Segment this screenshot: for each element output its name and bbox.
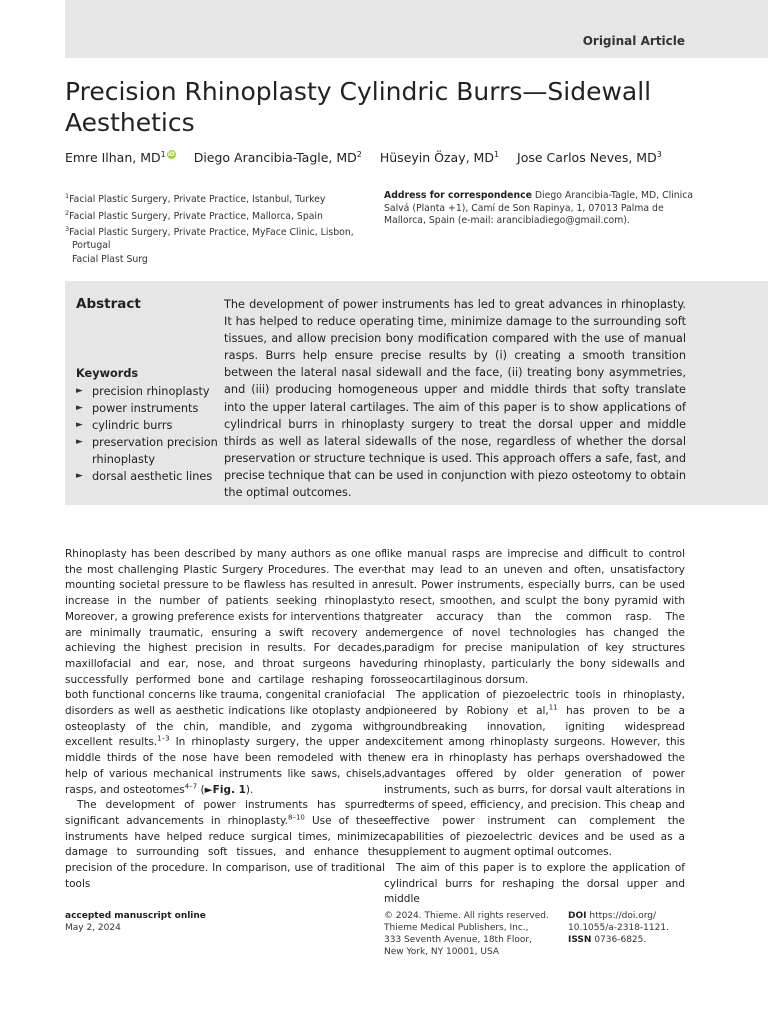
triangle-bullet-icon: ► (76, 386, 83, 396)
author[interactable]: Hüseyin Özay, $MD^1$ (379, 150, 500, 166)
correspondence-address: Address for correspondence Diego Arancibia-Tagle, MD, Clinica Salvá (Planta +1), Camí de Son Rapinya, 1, 07013 Palma de Mallorca, Spain (e-mail: arancibiadiego@gmail.com). (384, 190, 694, 227)
keyword-item[interactable]: ► precision rhinoplasty (76, 383, 221, 400)
body-paragraph: The aim of this paper is to explore the application of cylindrical burrs for reshaping the dorsal upper and middle (384, 862, 685, 906)
keyword-item[interactable]: ► preservation precision rhinoplasty (76, 436, 218, 467)
orcid-icon[interactable]: iD (167, 151, 175, 158)
triangle-bullet-icon: ► (76, 403, 83, 414)
body-paragraph: The development of power instruments has spurred significant advancements in rhinoplasty.$^{8-10}$ Use of these instruments have helped reduce surgical times, minimize damage to surrounding soft tissues, and enhance the precision of the procedure. In comparison, use of traditional tools (65, 799, 385, 890)
body-column-right (384, 547, 685, 908)
citation-ref[interactable]: 11 (548, 703, 558, 712)
triangle-bullet-icon: ► (76, 471, 83, 482)
body-column-left (65, 547, 385, 892)
journal-name: Facial Plast Surg (72, 254, 148, 265)
affiliations (65, 190, 360, 253)
body-paragraph: Rhinoplasty has been described by many authors as one of the most challenging Plastic Surgery Procedures. The ever-mounting societal pressure to be flawless has resulted in an increase in the number of patients seeking rhinoplasty. Moreover, a growing preference exists for interventions that are minimally traumatic, ensuring a swift recovery and achieving the highest precision in results. For decades, maxillofacial and ear, nose, and throat surgeons have successfully performed bone and cartilage reshaping for both functional concerns like trauma, congenital craniofacial disorders as well as aesthetic indications like otoplasty and osteoplasty of the chin, mandible, and zygoma with excellent results.$^{1-3}$ In rhinoplasty surgery, the upper and middle thirds of the nose have been remodeled with the help of various mechanical instruments like saws, chisels, rasps, and osteotomes$^{4-7}$ (►Fig. 1). (65, 548, 385, 796)
header-bar (65, 0, 768, 58)
accepted-info: accepted manuscript online May 2, 2024 (65, 911, 206, 933)
author[interactable]: Diego Arancibia-Tagle, $MD^2$ (193, 150, 362, 166)
abstract-text: The development of power instruments has led to great advances in rhinoplasty. It has helped to reduce operating time, minimize damage to the surrounding soft tissues, and allow precision bony modification compared with the use of manual rasps. Burrs help ensure precise results by (i) creating a smooth transition between the lateral nasal sidewall and the face, (ii) treating bony asymmetries, and (iii) producing homogeneous upper and middle thirds that softy translate into the upper lateral cartilages. The aim of this paper is to show applications of cylindrical burrs in rhinoplasty surgery to treat the dorsal upper and middle thirds as well as lateral sidewalls of the nose, regardless of whether the dorsal preservation or structure technique is used. This approach offers a safe, fast, and precise technique that can be used in conjunction with piezo osteotomy to obtain the optimal outcomes. (224, 298, 686, 500)
affiliation: $^2$Facial Plastic Surgery, Private Practice, Mallorca, Spain (65, 208, 323, 222)
keyword-item[interactable]: ► cylindric burrs (76, 417, 221, 434)
affiliation: $^1$Facial Plastic Surgery, Private Practice, Istanbul, Turkey (65, 192, 326, 206)
keyword-item[interactable]: ► dorsal aesthetic lines (76, 468, 221, 485)
citation-ref[interactable]: 4–7 (184, 782, 198, 791)
article-type-badge: Original Article (582, 34, 685, 48)
figure-link[interactable]: ►Fig. 1 (204, 783, 246, 796)
keywords-list (76, 383, 221, 486)
body-paragraph: The application of piezoelectric tools in rhinoplasty, pioneered by Robiony et al,$^{11}$ has proven to be a groundbreaking innovation, igniting widespread excitement among rhinoplasty surgeons. However, this new era in rhinoplasty has perhaps overshadowed the advantages offered by older generation of power instruments, such as burrs, for dorsal vault alterations in terms of speed, efficiency, and precision. This cheap and effective power instrument can complement the capabilities of piezoelectric devices and be used as a supplement to augment optimal outcomes. (384, 689, 685, 859)
author-list (65, 150, 745, 165)
citation-ref[interactable]: 8–10 (288, 813, 305, 822)
doi-issn-info: DOI https://doi.org/ 10.1055/a-2318-1121. ISSN 0736-6825. (568, 910, 688, 946)
article-title: Precision Rhinoplasty Cylindric Burrs—Sidewall Aesthetics (65, 77, 652, 137)
keyword-item[interactable]: ► power instruments (76, 400, 221, 417)
author[interactable]: Emre Ilhan, $MD^1$ iD (65, 150, 175, 166)
doi-link[interactable]: 10.1055/a-2318-1121. (568, 923, 669, 933)
affiliation: $^3$Facial Plastic Surgery, Private Practice, MyFace Clinic, Lisbon, Portugal (65, 225, 354, 252)
copyright-info: © 2024. Thieme. All rights reserved. Thieme Medical Publishers, Inc., 333 Seventh Avenue, 18th Floor, New York, NY 10001, USA (384, 911, 549, 957)
triangle-bullet-icon: ► (76, 420, 83, 431)
body-paragraph: like manual rasps are imprecise and difficult to control that may lead to an uneven and often, unsatisfactory result. Power instruments, especially burrs, can be used to resect, smoothen, and sculpt the bony pyramid with greater accuracy than the common rasp. The emergence of novel technologies has changed the paradigm for precise manipulation of key structures during rhinoplasty, particularly the bony sidewalls and osseocartilaginous dorsum. (384, 548, 685, 686)
doi-link[interactable]: https://doi.org/ (589, 911, 656, 921)
keywords-heading: Keywords (76, 367, 139, 380)
triangle-bullet-icon: ► (76, 437, 83, 448)
abstract-heading: Abstract (76, 296, 141, 312)
citation-ref[interactable]: 1–3 (157, 734, 170, 743)
author[interactable]: Jose Carlos Neves, $MD^3$ (517, 150, 662, 166)
